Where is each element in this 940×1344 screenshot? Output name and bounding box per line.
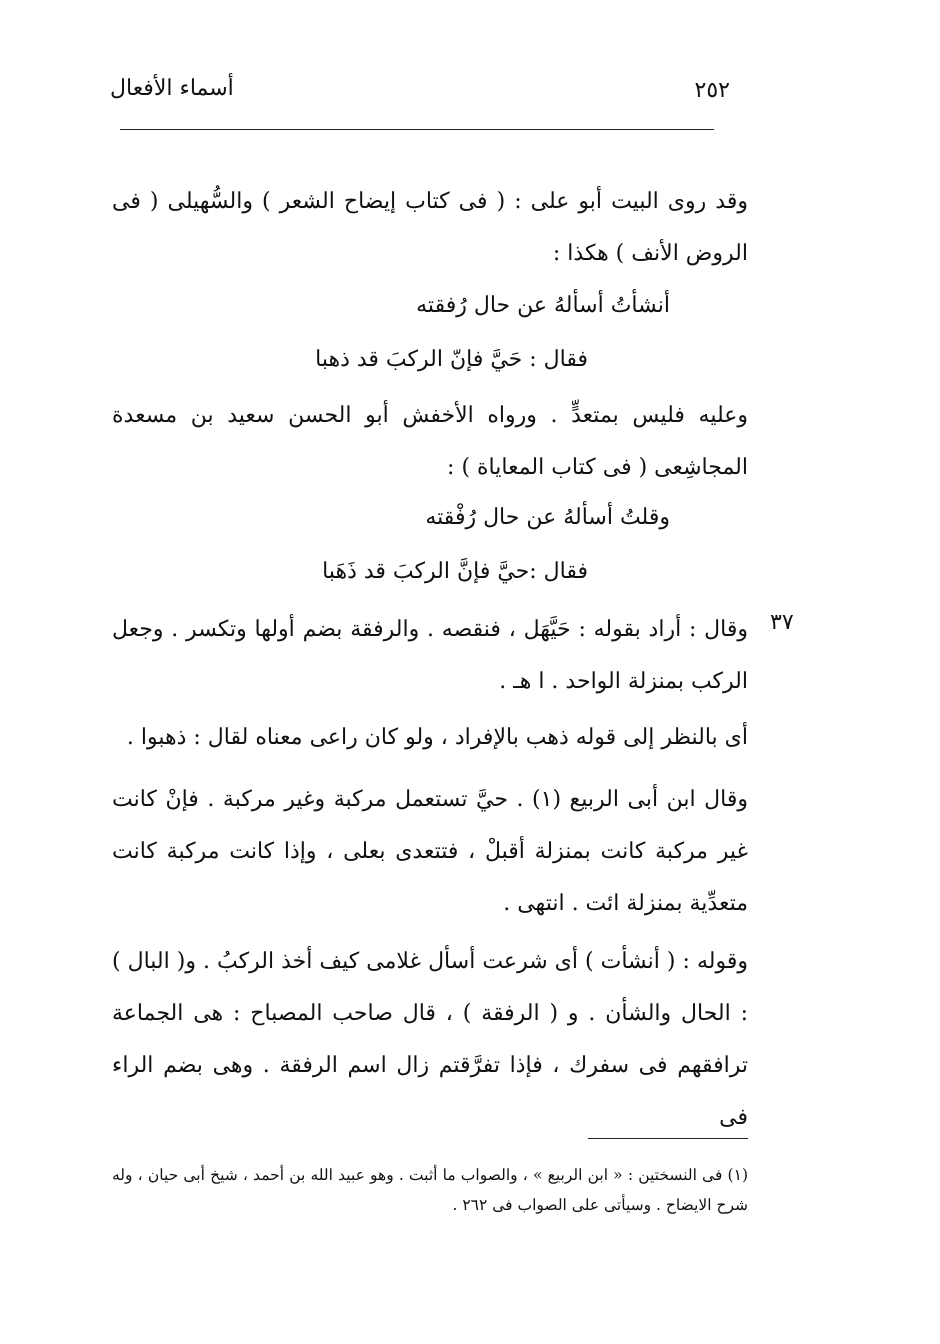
margin-section-number: ٣٧ [770,610,794,635]
page-number: ٢٥٢ [694,78,730,103]
running-title: أسماء الأفعال [110,76,234,101]
paragraph-4: أى بالنظر إلى قوله ذهب بالإفراد ، ولو كان راعى معناه لقال : ذهبوا . [126,725,748,750]
verse-1-first-hemistich: أنشأتُ أسألهُ عن حال رُفقته [416,293,670,318]
page-header [110,74,730,114]
header-rule [120,129,714,130]
verse-1-second-hemistich: فقال : حَيَّ فإنّ الركبَ قد ذهبا [315,347,588,372]
paragraph-1: وقد روى البيت أبو على : ( فى كتاب إيضاح الشعر ) والسُّهيلى ( فى الروض الأنف ) هكذا : [112,189,748,266]
footnote: (١) فى النسختين : « ابن الربيع » ، والصواب ما أثبت . وهو عبيد الله بن أحمد ، شيخ أبى حيان ، وله شرح الايضاح . وسيأتى على الصواب فى ٢٦٢ . [112,1166,748,1214]
footnote-rule [588,1138,748,1139]
verse-2-first-hemistich: وقلتُ أسألهُ عن حال رُفْقته [425,505,670,530]
paragraph-5: وقال ابن أبى الربيع (١) . حيَّ تستعمل مركبة وغير مركبة . فإنْ كانت غير مركبة كانت بمنزلة أقبلْ ، فتتعدى بعلى ، وإذا كانت مركبة كانت متعدِّية بمنزلة ائت . انتهى . [112,787,748,916]
paragraph-2: وعليه فليس بمتعدٍّ . ورواه الأخفش أبو الحسن سعيد بن مسعدة المجاشِعى ( فى كتاب المعاياة ) : [112,403,748,480]
paragraph-6: وقوله : ( أنشأت ) أى شرعت أسأل غلامى كيف أخذ الركبُ . و( البال ) : الحال والشأن . و ( الرفقة ) ، قال صاحب المصباح : هى الجماعة ترافقهم فى سفرك ، فإذا تفرَّقتم زال اسم الرفقة . وهى بضم الراء فى [112,949,748,1130]
verse-2-second-hemistich: فقال :حيَّ فإنَّ الركبَ قد ذَهَبا [322,559,588,584]
paragraph-3: وقال : أراد بقوله : حَيَّهَل ، فنقصه . والرفقة بضم أولها وتكسر . وجعل الركب بمنزلة الواحد . ا هـ . [112,617,748,694]
